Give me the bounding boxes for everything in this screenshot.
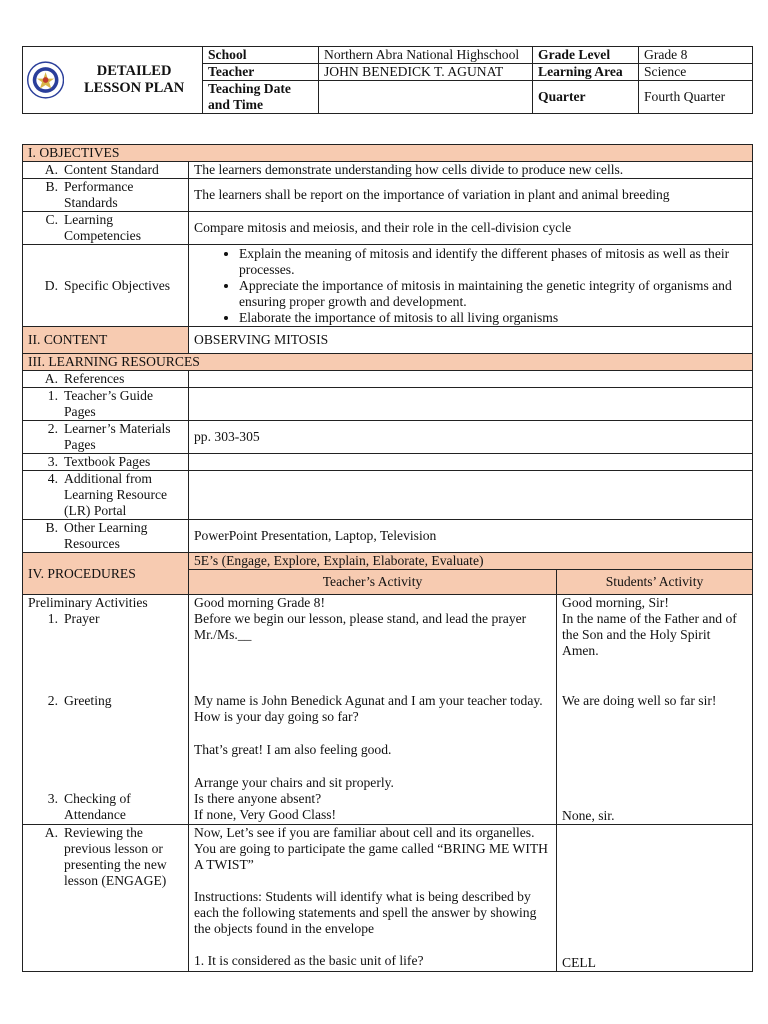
lesson-table [22, 144, 753, 972]
greeting-teacher-reply: That’s great! I am also feeling good. [194, 742, 392, 757]
objectives-heading: I. OBJECTIVES [23, 145, 753, 162]
objective-value: Compare mitosis and meiosis, and their role in the cell-division cycle [189, 212, 753, 245]
attendance-teacher-text: Arrange your chairs and sit properly. Is there anyone absent? If none, Very Good Class! [194, 775, 394, 822]
student-activity-header: Students’ Activity [557, 570, 753, 595]
prayer-teacher-text: Good morning Grade 8! Before we begin our lesson, please stand, and lead the prayer Mr./Ms.__ [194, 595, 527, 642]
engage-instructions: Instructions: Students will identify what is being described by each the following statements and spell the answer by showing the objects found in the envelope [194, 889, 537, 936]
resource-row: 2. Learner’s Materials Pages pp. 303-305 [23, 421, 753, 454]
attendance-student-text: None, sir. [562, 808, 615, 823]
objective-row: A. Content Standard The learners demonstrate understanding how cells divide to produce new cells. [23, 162, 753, 179]
objective-label: Performance Standards [64, 179, 134, 210]
objective-label: Specific Objectives [64, 277, 171, 293]
resource-value: PowerPoint Presentation, Laptop, Television [189, 520, 753, 553]
specific-objectives-row: D. Specific Objectives • Explain the meaning of mitosis and identify the different phases of mitosis as well as their processes. • Appreciate the importance of mitosis in maintaining the genetic integrity of organisms and ensuring proper growth and development. • Elaborate the importance of mitosis to all living organisms [23, 245, 753, 327]
engage-answer-1: CELL [557, 825, 753, 972]
resource-value [189, 388, 753, 421]
greeting-student-text: We are doing well so far sir! [562, 693, 717, 708]
objective-bullet: • Explain the meaning of mitosis and identify the different phases of mitosis as well as their processes. [239, 246, 747, 278]
specific-objectives-list [189, 245, 753, 327]
resource-row: B. Other Learning Resources PowerPoint Presentation, Laptop, Television [23, 520, 753, 553]
engage-label: Reviewing the previous lesson or presenting the new lesson (ENGAGE) [64, 825, 167, 888]
teacher-value: JOHN BENEDICK T. AGUNAT [319, 64, 533, 81]
grade-label: Grade Level [533, 47, 639, 64]
resource-row: 4. Additional from Learning Resource (LR) Portal [23, 471, 753, 520]
date-label: Teaching Date and Time [203, 81, 319, 114]
resources-heading: III. LEARNING RESOURCES [23, 354, 753, 371]
quarter-value: Fourth Quarter [639, 81, 753, 114]
area-value: Science [639, 64, 753, 81]
objective-value: The learners demonstrate understanding how cells divide to produce new cells. [189, 162, 753, 179]
deped-seal-icon [27, 54, 64, 106]
preliminary-label: Preliminary Activities [28, 595, 148, 610]
objective-value: The learners shall be report on the importance of variation in plant and animal breeding [189, 179, 753, 212]
objective-bullet: • Elaborate the importance of mitosis to all living organisms [239, 310, 747, 326]
resource-label: Textbook Pages [64, 454, 151, 469]
title-cell [23, 47, 203, 114]
procedures-heading: IV. PROCEDURES [23, 553, 189, 595]
grade-value: Grade 8 [639, 47, 753, 64]
resource-row: 1. Teacher’s Guide Pages [23, 388, 753, 421]
greeting-label: Greeting [64, 693, 112, 708]
resource-label: References [64, 371, 125, 386]
school-label: School [203, 47, 319, 64]
header-table [22, 46, 753, 114]
resource-label: Other Learning Resources [64, 520, 148, 551]
resource-label: Learner’s Materials Pages [64, 421, 171, 452]
teacher-activity-header: Teacher’s Activity [189, 570, 557, 595]
resource-row: 3. Textbook Pages [23, 454, 753, 471]
date-value [319, 81, 533, 114]
objective-bullet: • Appreciate the importance of mitosis in maintaining the genetic integrity of organisms and ensuring proper growth and development. [239, 278, 747, 310]
procedures-model: 5E’s (Engage, Explore, Explain, Elaborate, Evaluate) [189, 553, 753, 570]
objective-label: Learning Competencies [64, 212, 142, 243]
resource-row: A. References [23, 371, 753, 388]
engage-row: A. Reviewing the previous lesson or presenting the new lesson (ENGAGE) Now, Let’s see if you are familiar about cell and its organelles. You are going to participate the game called “BRING ME WITH A TWIST” Instructions: Students will identify what is being described by each the following statements and spell the answer by showing the objects found in the envelope 1. It is considered as the basic unit of life? CELL [23, 825, 753, 972]
content-heading: II. CONTENT [23, 327, 189, 354]
lesson-plan-title: DETAILED LESSON PLAN [83, 63, 185, 96]
prayer-label: Prayer [64, 611, 100, 626]
prayer-student-text: Good morning, Sir! In the name of the Father and of the Son and the Holy Spirit Amen. [562, 595, 737, 658]
engage-question-1: 1. It is considered as the basic unit of life? [194, 953, 424, 968]
objective-row: B. Performance Standards The learners shall be report on the importance of variation in plant and animal breeding [23, 179, 753, 212]
engage-intro-text: Now, Let’s see if you are familiar about cell and its organelles. You are going to participate the game called “BRING ME WITH A TWIST” [194, 825, 548, 872]
content-value: OBSERVING MITOSIS [189, 327, 753, 354]
resource-label: Teacher’s Guide Pages [64, 388, 154, 419]
teacher-label: Teacher [203, 64, 319, 81]
resource-value [189, 471, 753, 520]
resource-value: pp. 303-305 [189, 421, 753, 454]
quarter-label: Quarter [533, 81, 639, 114]
preliminary-row: Preliminary Activities 1. Prayer 2. Greeting 3. Checking of Attendance Good morning Grade 8! Before we begin our lesson, please stand, and lead the prayer Mr./Ms.__ My name is John Benedick Agunat and I am your teacher today. How is your day going so far? That’s great! I am also feeling good. Arrange your chairs and sit properly. Is there anyone absent? If none, Very Good Class! Good morning, Sir! In the name of the Father and of the Son and the Holy Spirit Amen. We are doing well so far sir! None, sir. [23, 595, 753, 825]
resource-value [189, 454, 753, 471]
resource-label: Additional from Learning Resource (LR) Portal [64, 471, 168, 518]
attendance-label: Checking of Attendance [64, 791, 131, 822]
resource-value [189, 371, 753, 388]
objective-label: Content Standard [64, 162, 159, 177]
school-value: Northern Abra National Highschool [319, 47, 533, 64]
greeting-teacher-text: My name is John Benedick Agunat and I am your teacher today. How is your day going so far? [194, 693, 543, 724]
objective-row: C. Learning Competencies Compare mitosis and meiosis, and their role in the cell-division cycle [23, 212, 753, 245]
area-label: Learning Area [533, 64, 639, 81]
